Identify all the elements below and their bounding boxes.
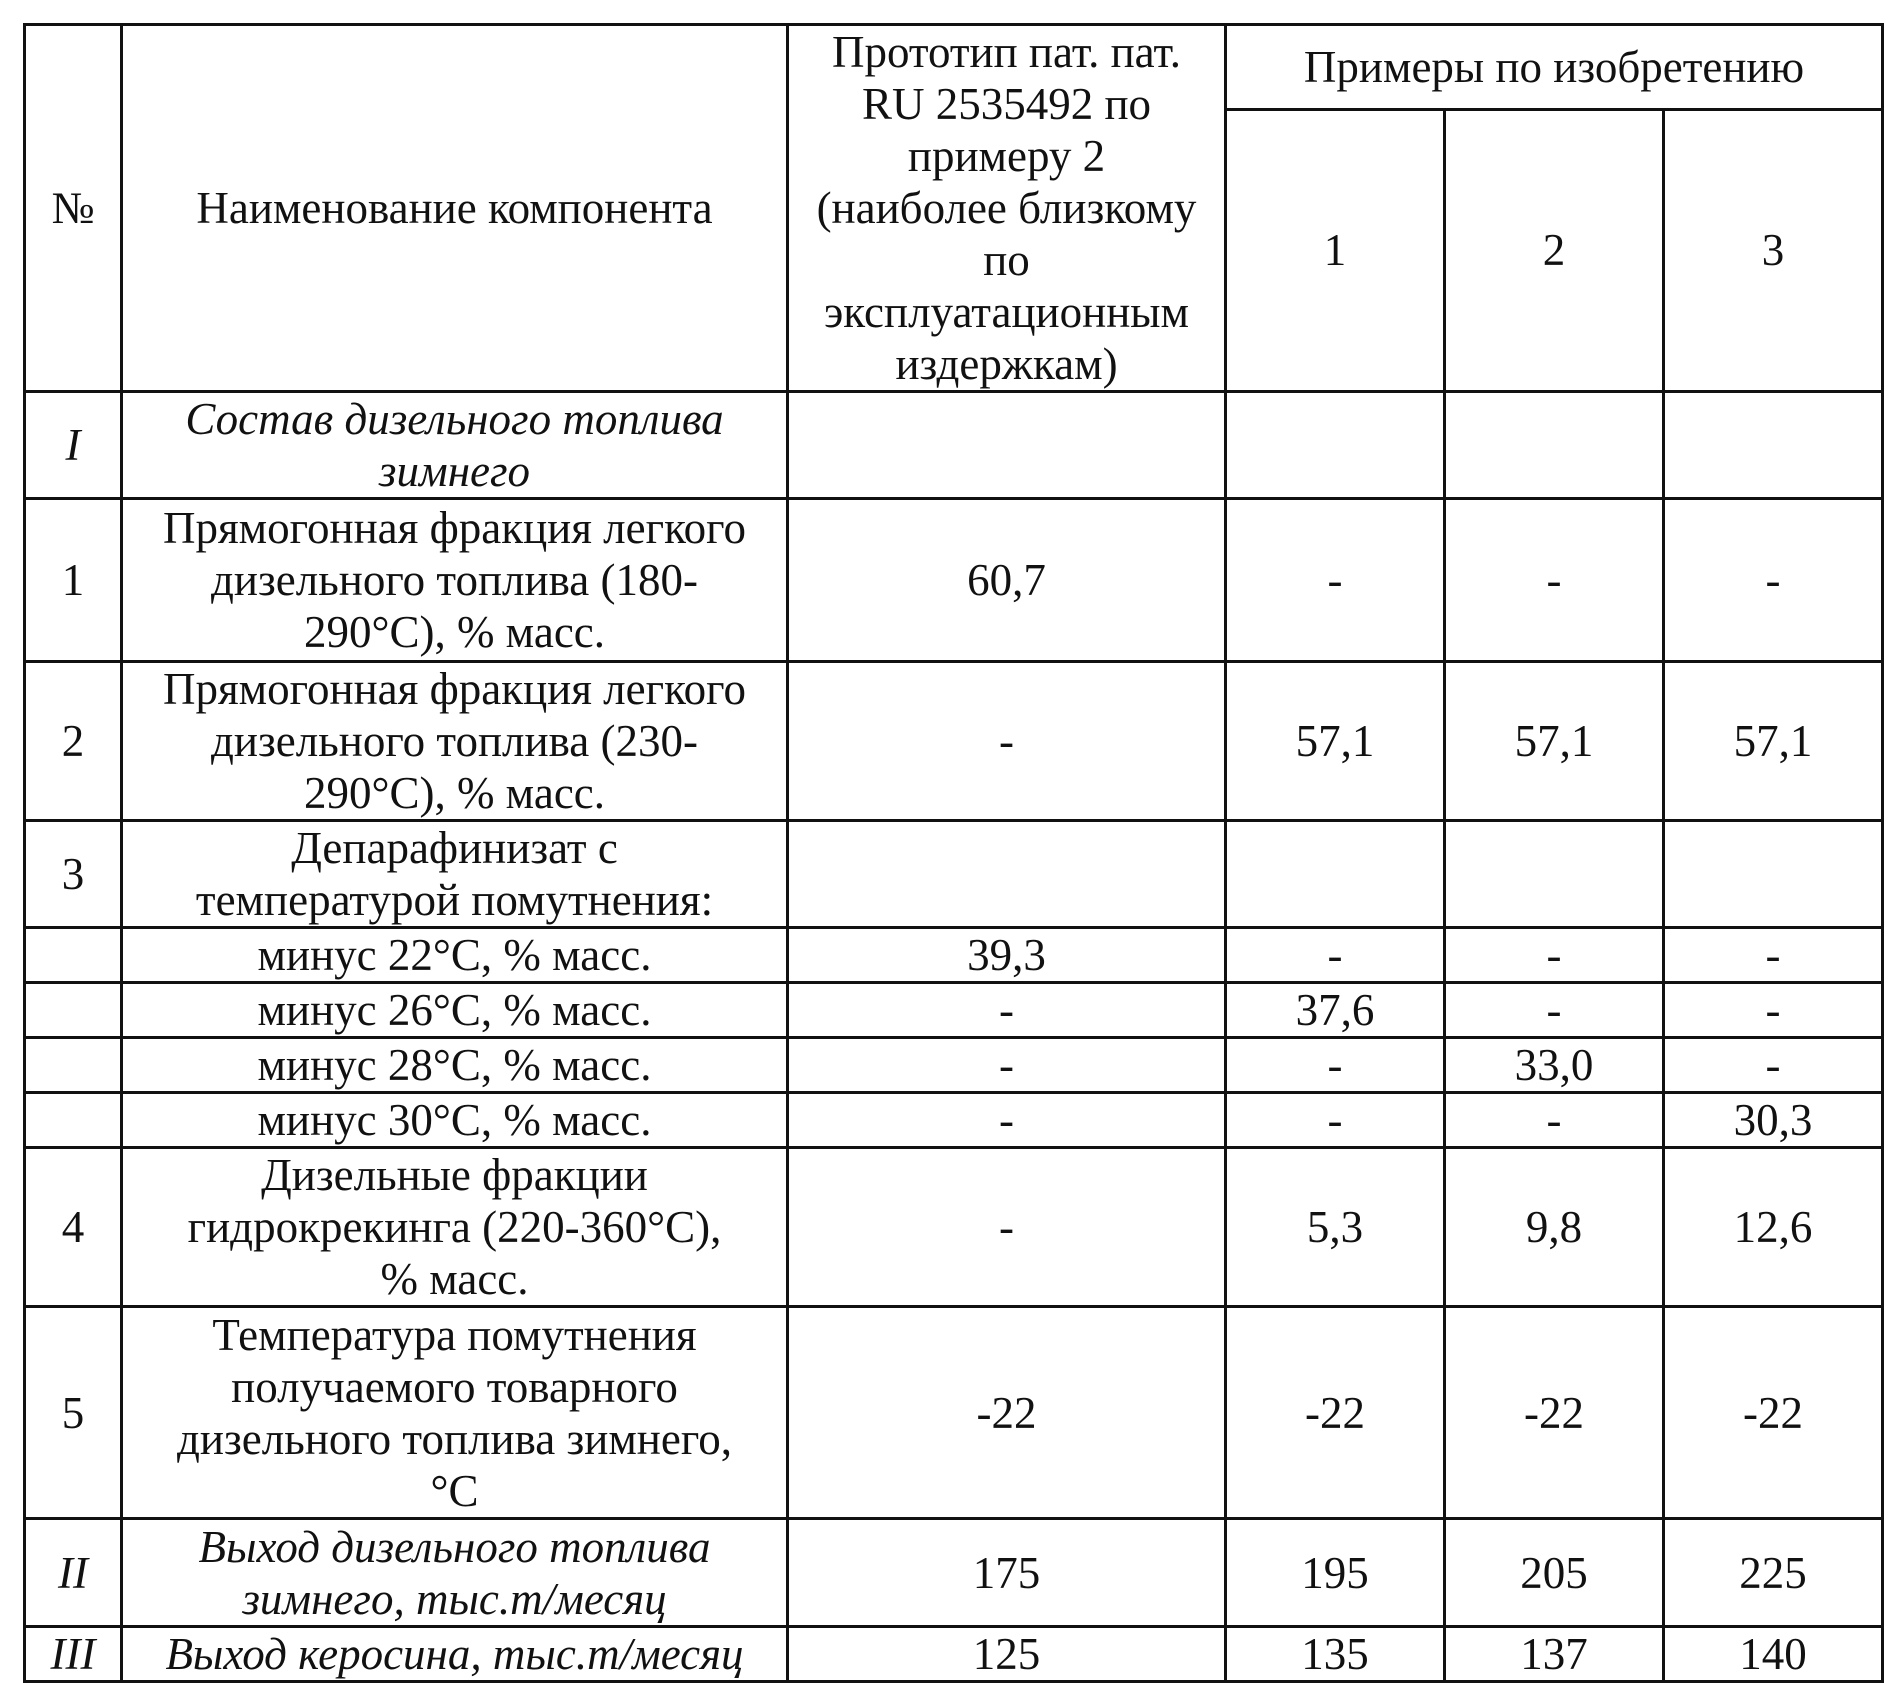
prototype-value: - xyxy=(788,1148,1226,1307)
component-name-line: °C xyxy=(430,1465,479,1516)
example-3-value: 140 xyxy=(1664,1627,1883,1682)
example-2-value: 33,0 xyxy=(1445,1038,1664,1093)
component-name-line: Прямогонная фракция легкого xyxy=(162,503,746,553)
component-name xyxy=(122,499,788,662)
example-3-value: 225 xyxy=(1664,1519,1883,1627)
component-name-line: Состав дизельного топлива xyxy=(185,394,724,444)
header-prototype xyxy=(788,25,1226,392)
component-name-line: дизельного топлива (180- xyxy=(211,555,698,605)
example-3-value: - xyxy=(1664,1038,1883,1093)
example-3-value: - xyxy=(1664,928,1883,983)
row-number: 4 xyxy=(25,1148,122,1307)
row-number: II xyxy=(25,1519,122,1627)
component-name-line: получаемого товарного xyxy=(231,1361,678,1412)
example-1-value: - xyxy=(1226,499,1445,662)
example-1-value: -22 xyxy=(1226,1307,1445,1519)
table-row xyxy=(25,392,1883,499)
table-row xyxy=(25,1093,1883,1148)
example-2-value: - xyxy=(1445,1093,1664,1148)
component-name-line: температурой помутнения: xyxy=(195,875,714,925)
component-name xyxy=(122,1519,788,1627)
example-1-value: - xyxy=(1226,1038,1445,1093)
component-name-line: дизельного топлива зимнего, xyxy=(177,1413,732,1464)
table-row xyxy=(25,983,1883,1038)
header-prototype-line: эксплуатационным xyxy=(823,287,1189,337)
component-name xyxy=(122,1148,788,1307)
row-number: III xyxy=(25,1627,122,1682)
table-row xyxy=(25,662,1883,821)
header-examples: Примеры по изобретению xyxy=(1226,25,1883,110)
example-1-value xyxy=(1226,821,1445,928)
component-name-line: минус 30°C, % масс. xyxy=(257,1095,652,1145)
table-row xyxy=(25,1519,1883,1627)
component-name-line: гидрокрекинга (220-360°C), xyxy=(187,1202,722,1252)
component-name-line: зимнего xyxy=(378,446,531,496)
example-1-value: - xyxy=(1226,1093,1445,1148)
header-example-1: 1 xyxy=(1226,109,1445,391)
header-prototype-line: примеру 2 xyxy=(907,131,1106,181)
component-name xyxy=(122,1627,788,1682)
prototype-value: - xyxy=(788,662,1226,821)
row-number xyxy=(25,1093,122,1148)
row-number xyxy=(25,928,122,983)
component-name xyxy=(122,392,788,499)
row-number: I xyxy=(25,392,122,499)
table-row xyxy=(25,1307,1883,1519)
prototype-value: -22 xyxy=(788,1307,1226,1519)
component-name-line: Дизельные фракции xyxy=(261,1150,648,1200)
table-row xyxy=(25,1148,1883,1307)
component-name-line: дизельного топлива (230- xyxy=(211,716,698,766)
header-prototype-line: издержкам) xyxy=(895,339,1118,389)
header-component: Наименование компонента xyxy=(122,25,788,392)
example-3-value: - xyxy=(1664,983,1883,1038)
component-name-line: 290°C), % масс. xyxy=(303,768,606,818)
prototype-value: - xyxy=(788,1038,1226,1093)
table-row xyxy=(25,1038,1883,1093)
prototype-value: 175 xyxy=(788,1519,1226,1627)
header-num: № xyxy=(25,25,122,392)
prototype-value: 39,3 xyxy=(788,928,1226,983)
prototype-value xyxy=(788,392,1226,499)
header-example-3: 3 xyxy=(1664,109,1883,391)
component-name-line: % масс. xyxy=(380,1254,529,1304)
component-name-line: Температура помутнения xyxy=(212,1309,697,1360)
example-2-value xyxy=(1445,392,1664,499)
header-prototype-line: по xyxy=(983,235,1030,285)
component-name-line: минус 22°C, % масс. xyxy=(257,930,652,980)
row-number: 2 xyxy=(25,662,122,821)
example-3-value: 30,3 xyxy=(1664,1093,1883,1148)
component-name-line: Депарафинизат с xyxy=(291,823,618,873)
table-row xyxy=(25,821,1883,928)
prototype-value xyxy=(788,821,1226,928)
component-name xyxy=(122,1038,788,1093)
component-name-line: Выход керосина, тыс.т/месяц xyxy=(165,1629,744,1679)
example-1-value: - xyxy=(1226,928,1445,983)
example-1-value xyxy=(1226,392,1445,499)
example-3-value xyxy=(1664,392,1883,499)
prototype-value: 60,7 xyxy=(788,499,1226,662)
component-name xyxy=(122,1093,788,1148)
row-number: 5 xyxy=(25,1307,122,1519)
example-3-value: 12,6 xyxy=(1664,1148,1883,1307)
component-name xyxy=(122,1307,788,1519)
table-row xyxy=(25,928,1883,983)
component-name xyxy=(122,821,788,928)
example-1-value: 37,6 xyxy=(1226,983,1445,1038)
example-2-value: - xyxy=(1445,928,1664,983)
prototype-value: - xyxy=(788,1093,1226,1148)
example-3-value: -22 xyxy=(1664,1307,1883,1519)
row-number xyxy=(25,1038,122,1093)
example-1-value: 57,1 xyxy=(1226,662,1445,821)
example-3-value: - xyxy=(1664,499,1883,662)
component-name-line: 290°C), % масс. xyxy=(303,607,606,657)
row-number: 1 xyxy=(25,499,122,662)
example-1-value: 135 xyxy=(1226,1627,1445,1682)
header-prototype-line: RU 2535492 по xyxy=(861,79,1152,129)
prototype-value: 125 xyxy=(788,1627,1226,1682)
header-prototype-line: Прототип пат. пат. xyxy=(831,27,1182,77)
table-row xyxy=(25,1627,1883,1682)
example-1-value: 5,3 xyxy=(1226,1148,1445,1307)
example-2-value: -22 xyxy=(1445,1307,1664,1519)
example-2-value: 205 xyxy=(1445,1519,1664,1627)
example-2-value: 137 xyxy=(1445,1627,1664,1682)
example-3-value xyxy=(1664,821,1883,928)
component-name xyxy=(122,983,788,1038)
example-1-value: 195 xyxy=(1226,1519,1445,1627)
table-row xyxy=(25,499,1883,662)
example-3-value: 57,1 xyxy=(1664,662,1883,821)
component-name-line: зимнего, тыс.т/месяц xyxy=(242,1573,667,1624)
header-prototype-line: (наиболее близкому xyxy=(816,183,1197,233)
example-2-value: - xyxy=(1445,983,1664,1038)
row-number: 3 xyxy=(25,821,122,928)
component-name xyxy=(122,662,788,821)
header-row-1 xyxy=(25,25,1883,110)
example-2-value xyxy=(1445,821,1664,928)
component-name-line: минус 28°C, % масс. xyxy=(257,1040,652,1090)
component-name-line: Прямогонная фракция легкого xyxy=(162,664,746,714)
composition-table xyxy=(23,23,1884,1683)
component-name xyxy=(122,928,788,983)
component-name-line: минус 26°C, % масс. xyxy=(257,985,652,1035)
component-name-line: Выход дизельного топлива xyxy=(198,1521,711,1572)
prototype-value: - xyxy=(788,983,1226,1038)
example-2-value: 57,1 xyxy=(1445,662,1664,821)
example-2-value: 9,8 xyxy=(1445,1148,1664,1307)
example-2-value: - xyxy=(1445,499,1664,662)
header-example-2: 2 xyxy=(1445,109,1664,391)
row-number xyxy=(25,983,122,1038)
